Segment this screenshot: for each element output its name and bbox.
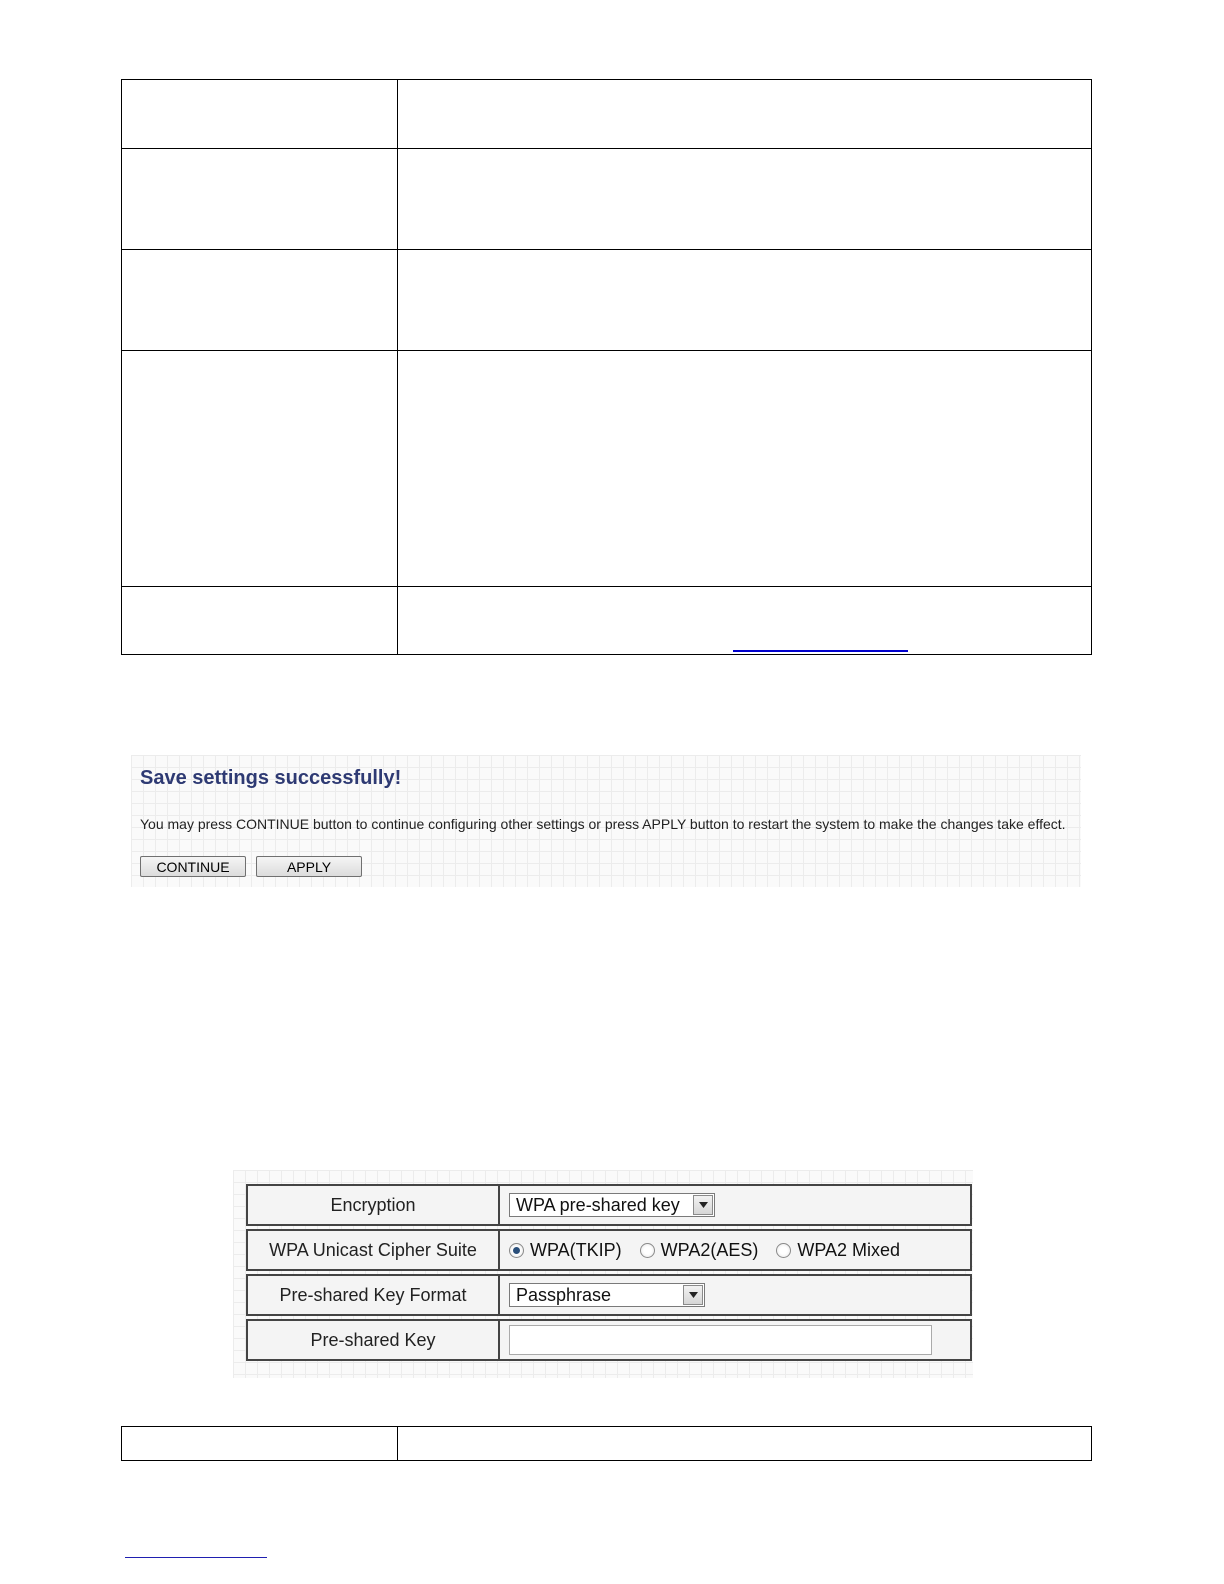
wpa-settings-panel: [233, 1170, 973, 1378]
table-row: [122, 80, 1092, 149]
key-format-select[interactable]: [509, 1283, 705, 1307]
form-value-cell: [500, 1319, 972, 1361]
table-cell: [398, 1427, 1092, 1461]
table-cell: [122, 1427, 398, 1461]
form-row-key: [246, 1319, 972, 1361]
encryption-select-value: WPA pre-shared key: [516, 1194, 680, 1215]
key-format-select-value: Passphrase: [516, 1284, 612, 1305]
cipher-radio-group: [500, 1240, 970, 1261]
save-title: Save settings successfully!: [140, 767, 402, 789]
footnote-separator: [125, 1557, 267, 1558]
save-settings-panel: [131, 755, 1081, 887]
table-cell: [398, 351, 1092, 587]
radio-wpa-tkip[interactable]: [509, 1240, 622, 1261]
apply-button[interactable]: APPLY: [256, 856, 362, 877]
table-cell: [122, 250, 398, 351]
save-message: You may press CONTINUE button to continue configuring other settings or press APPLY button to restart the system to make the changes take effect.: [140, 816, 1066, 832]
radio-label: WPA2 Mixed: [797, 1239, 901, 1260]
radio-label: WPA2(AES): [660, 1239, 759, 1260]
pre-shared-key-input[interactable]: [509, 1325, 932, 1355]
table-cell: [122, 587, 398, 655]
radio-label: WPA(TKIP): [530, 1239, 622, 1260]
form-row-key-format: [246, 1274, 972, 1316]
table-row: [122, 587, 1092, 655]
continue-button[interactable]: CONTINUE: [140, 856, 246, 877]
hyperlink-underline[interactable]: [733, 650, 908, 652]
bottom-table: [121, 1426, 1092, 1461]
encryption-label: Encryption: [246, 1184, 500, 1226]
form-value-cell: [500, 1274, 972, 1316]
table-cell: [398, 250, 1092, 351]
form-value-cell: [500, 1184, 972, 1226]
table-row: [122, 1427, 1092, 1461]
chevron-down-icon[interactable]: [693, 1195, 713, 1215]
chevron-down-icon[interactable]: [683, 1285, 703, 1305]
table-row: [122, 250, 1092, 351]
table-cell: [398, 80, 1092, 149]
description-table: [121, 79, 1092, 655]
form-row-cipher: [246, 1229, 972, 1271]
radio-button[interactable]: [509, 1243, 524, 1258]
encryption-select[interactable]: [509, 1193, 715, 1217]
table-cell: [122, 80, 398, 149]
table-row: [122, 351, 1092, 587]
form-row-encryption: [246, 1184, 972, 1226]
table-cell: [398, 149, 1092, 250]
pre-shared-key-label: Pre-shared Key: [246, 1319, 500, 1361]
radio-button[interactable]: [776, 1243, 791, 1258]
form-value-cell: [500, 1229, 972, 1271]
table-cell: [398, 587, 1092, 655]
radio-wpa2-mixed[interactable]: [776, 1240, 900, 1261]
wpa-settings-form: [246, 1181, 972, 1364]
radio-button[interactable]: [640, 1243, 655, 1258]
table-cell: [122, 351, 398, 587]
radio-wpa2-aes[interactable]: [640, 1240, 759, 1261]
key-format-label: Pre-shared Key Format: [246, 1274, 500, 1316]
cipher-suite-label: WPA Unicast Cipher Suite: [246, 1229, 500, 1271]
table-row: [122, 149, 1092, 250]
table-cell: [122, 149, 398, 250]
